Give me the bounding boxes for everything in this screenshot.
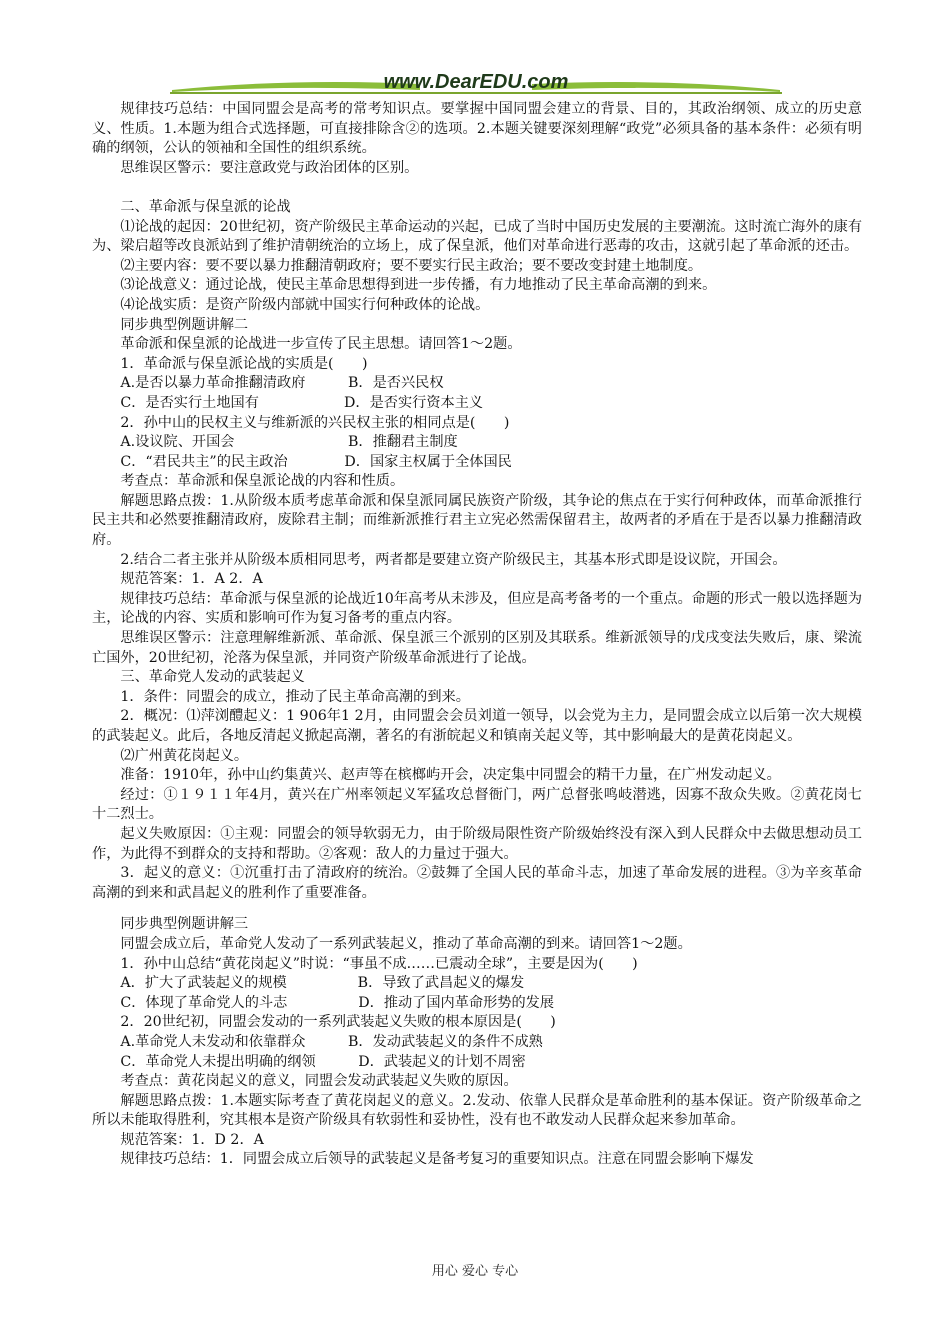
document-body xyxy=(92,100,862,1170)
paragraph: 解题思路点拨：1.本题实际考查了黄花岗起义的意义。2.发动、依靠人民群众是革命胜利的基本保证。资产阶级革命之所以未能取得胜利，究其根本是资产阶级具有软弱性和妥协性，没有也不敢发动人民群众起来参加革命。 xyxy=(92,1092,862,1129)
question: 1．革命派与保皇派论战的实质是( ) xyxy=(120,355,368,372)
paragraph: 3．起义的意义：①沉重打击了清政府的统治。②鼓舞了全国人民的革命斗志，加速了革命发展的进程。③为辛亥革命高潮的到来和武昌起义的胜利作了重要准备。 xyxy=(92,865,862,901)
paragraph: 2.结合二者主张并从阶级本质相同思考，两者都是要建立资产阶级民主，其基本形式即是设议院，开国会。 xyxy=(120,551,787,568)
paragraph: 考查点：革命派和保皇派论战的内容和性质。 xyxy=(120,473,405,490)
answer: 规范答案：1．A 2．A xyxy=(120,571,263,588)
option-row: A.革命党人未发动和依靠群众 B．发动武装起义的条件不成熟 xyxy=(120,1033,543,1050)
paragraph: ⑵主要内容：要不要以暴力推翻清朝政府；要不要实行民主政治；要不要改变封建土地制度。 xyxy=(120,257,703,274)
header-site-text: www.DearEDU.com xyxy=(383,71,569,93)
paragraph: ⑷论战实质：是资产阶级内部就中国实行何种政体的论战。 xyxy=(120,296,490,313)
option-row: A.是否以暴力革命推翻清政府 B．是否兴民权 xyxy=(120,375,444,392)
page-footer: 用心 爱心 专心 xyxy=(431,1264,519,1279)
header-logo xyxy=(170,68,782,98)
option-row: A．扩大了武装起义的规模 B．导致了武昌起义的爆发 xyxy=(120,975,525,992)
paragraph: 准备：1910年，孙中山约集黄兴、赵声等在槟榔屿开会，决定集中同盟会的精干力量，在广州发动起义。 xyxy=(120,767,781,784)
section-heading: 二、革命派与保皇派的论战 xyxy=(120,198,291,215)
paragraph: 革命派和保皇派的论战进一步宣传了民主思想。请回答1～2题。 xyxy=(120,336,522,353)
option-row: C．革命党人未提出明确的纲领 D．武装起义的计划不周密 xyxy=(120,1053,526,1070)
paragraph: 起义失败原因：①主观：同盟会的领导软弱无力，由于阶级局限性资产阶级始终没有深入到人民群众中去做思想动员工作，为此得不到群众的支持和帮助。②客观：敌人的力量过于强大。 xyxy=(92,825,862,862)
option-row: C．是否实行土地国有 D．是否实行资本主义 xyxy=(120,394,484,411)
paragraph: 思维误区警示：注意理解维新派、革命派、保皇派三个派别的区别及其联系。维新派领导的戊戌变法失败后，康、梁流亡国外，20世纪初，沦落为保皇派，并同资产阶级革命派进行了论战。 xyxy=(92,630,862,666)
paragraph: 同盟会成立后，革命党人发动了一系列武装起义，推动了革命高潮的到来。请回答1～2题。 xyxy=(120,935,692,952)
paragraph: 经过：①１９１１年4月，黄兴在广州率领起义军猛攻总督衙门，两广总督张鸣岐潜逃，因寡不敌众失败。②黄花岗七十二烈士。 xyxy=(92,786,862,823)
paragraph: 思维误区警示：要注意政党与政治团体的区别。 xyxy=(120,159,419,176)
paragraph: 1．条件：同盟会的成立，推动了民主革命高潮的到来。 xyxy=(120,688,470,705)
paragraph: 规律技巧总结：1．同盟会成立后领导的武装起义是备考复习的重要知识点。注意在同盟会影响下爆发 xyxy=(120,1151,754,1168)
section-heading: 三、革命党人发动的武装起义 xyxy=(120,669,305,686)
question: 2．孙中山的民权主义与维新派的兴民权主张的相同点是( ) xyxy=(120,414,510,431)
answer: 规范答案：1．D 2．A xyxy=(120,1131,264,1148)
paragraph: 2．概况：⑴萍浏醴起义：1 906年1 2月，由同盟会会员刘道一领导，以会党为主力，是同盟会成立以后第一次大规模的武装起义。此后，各地反清起义掀起高潮，著名的有浙皖起义和镇南关起义等，其中影响最大的是黄花岗起义。 xyxy=(92,708,862,744)
question: 2．20世纪初，同盟会发动的一系列武装起义失败的根本原因是( ) xyxy=(120,1014,556,1031)
option-row: C．体现了革命党人的斗志 D．推动了国内革命形势的发展 xyxy=(120,994,555,1011)
paragraph: ⑴论战的起因：20世纪初，资产阶级民主革命运动的兴起，已成了当时中国历史发展的主要潮流。这时流亡海外的康有为、梁启超等改良派站到了维护清朝统治的立场上，成了保皇派，他们对革命进行恶毒的攻击，这就引起了革命派的还击。 xyxy=(92,218,863,255)
option-row: A.设议院、开国会 B．推翻君主制度 xyxy=(120,434,458,451)
paragraph: 解题思路点拨：1.从阶级本质考虑革命派和保皇派同属民族资产阶级，其争论的焦点在于实行何种政体，而革命派推行民主共和必然要推翻清政府，废除君主制；而维新派推行君主立宪必然需保留君主，故两者的矛盾在于是否以暴力推翻清政府。 xyxy=(92,492,862,549)
subsection-heading: 同步典型例题讲解三 xyxy=(120,916,249,933)
site-header-banner xyxy=(170,68,782,98)
question: 1．孙中山总结“黄花岗起义”时说：“事虽不成……已震动全球”，主要是因为( ) xyxy=(120,955,638,972)
paragraph: 规律技巧总结：革命派与保皇派的论战近10年高考从未涉及，但应是高考备考的一个重点。命题的形式一般以选择题为主，论战的内容、实质和影响可作为复习备考的重点内容。 xyxy=(92,590,863,627)
paragraph: 考查点：黄花岗起义的意义，同盟会发动武装起义失败的原因。 xyxy=(120,1073,518,1090)
paragraph: ⑵广州黄花岗起义。 xyxy=(120,747,249,764)
subsection-heading: 同步典型例题讲解二 xyxy=(120,316,249,333)
option-row: C．“君民共主”的民主政治 D．国家主权属于全体国民 xyxy=(120,453,512,470)
paragraph: ⑶论战意义：通过论战，使民主革命思想得到进一步传播，有力地推动了民主革命高潮的到来。 xyxy=(120,277,717,294)
paragraph: 规律技巧总结：中国同盟会是高考的常考知识点。要掌握中国同盟会建立的背景、目的，其政治纲领、成立的历史意义、性质。1.本题为组合式选择题，可直接排除含②的选项。2.本题关键要深刻理解“政党”必须具备的基本条件：必须有明确的纲领，公认的领袖和全国性的组织系统。 xyxy=(92,101,862,157)
